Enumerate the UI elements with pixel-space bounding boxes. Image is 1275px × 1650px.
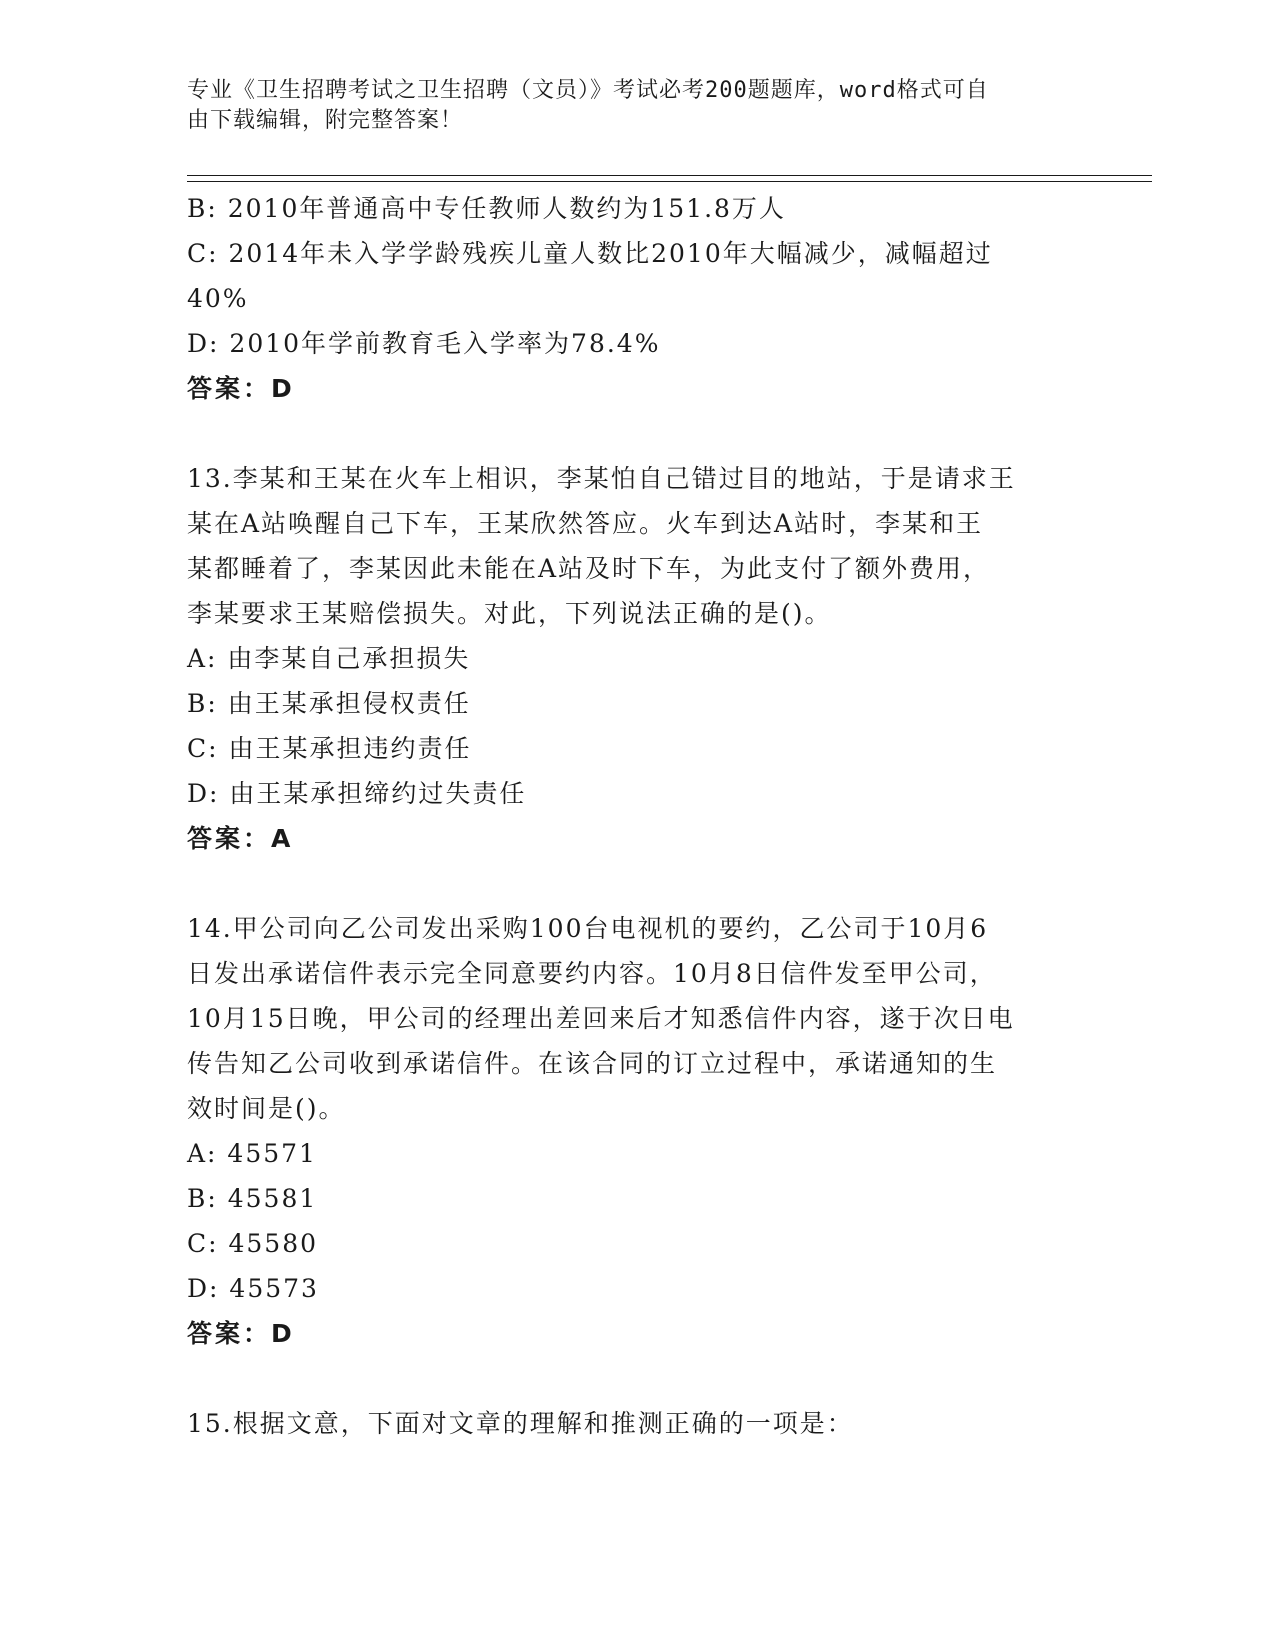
option-b: B: 由王某承担侵权责任 xyxy=(187,689,471,718)
question-stem: 效时间是()。 xyxy=(187,1094,346,1123)
answer-label: 答案：D xyxy=(187,1319,295,1348)
header-divider-bottom xyxy=(187,181,1152,182)
option-b: B: 2010年普通高中专任教师人数约为151.8万人 xyxy=(187,194,786,223)
document-header xyxy=(187,76,1067,136)
option-c: C: 45580 xyxy=(187,1229,319,1258)
question-stem: 李某要求王某赔偿损失。对此，下列说法正确的是()。 xyxy=(187,599,832,628)
question-stem: 日发出承诺信件表示完全同意要约内容。10月8日信件发至甲公司， xyxy=(187,959,997,988)
question-14 xyxy=(187,906,1087,1356)
option-c: C: 由王某承担违约责任 xyxy=(187,734,472,763)
option-a: A: 由李某自己承担损失 xyxy=(187,644,471,673)
option-c-continued: 40% xyxy=(187,284,249,313)
question-stem: 10月15日晚，甲公司的经理出差回来后才知悉信件内容，遂于次日电 xyxy=(187,1004,1015,1033)
question-stem: 某都睡着了，李某因此未能在A站及时下车，为此支付了额外费用， xyxy=(187,554,991,583)
question-stem: 14.甲公司向乙公司发出采购100台电视机的要约，乙公司于10月6 xyxy=(187,914,989,943)
header-line-1: 专业《卫生招聘考试之卫生招聘（文员）》考试必考200题题库，word格式可自 xyxy=(187,78,989,103)
question-15 xyxy=(187,1401,1087,1446)
document-body xyxy=(187,186,1087,1446)
header-line-2: 由下载编辑，附完整答案！ xyxy=(187,108,464,133)
option-a: A: 45571 xyxy=(187,1139,317,1168)
spacer xyxy=(187,861,1087,906)
answer-label: 答案：A xyxy=(187,824,294,853)
question-stem: 13.李某和王某在火车上相识，李某怕自己错过目的地站，于是请求王 xyxy=(187,464,1016,493)
answer-label: 答案：D xyxy=(187,374,295,403)
option-d: D: 由王某承担缔约过失责任 xyxy=(187,779,527,808)
spacer xyxy=(187,411,1087,456)
option-d: D: 45573 xyxy=(187,1274,319,1303)
header-divider-top xyxy=(187,175,1152,176)
question-stem: 某在A站唤醒自己下车，王某欣然答应。火车到达A站时，李某和王 xyxy=(187,509,984,538)
option-b: B: 45581 xyxy=(187,1184,318,1213)
previous-question-options xyxy=(187,186,1087,411)
option-c: C: 2014年未入学学龄残疾儿童人数比2010年大幅减少，减幅超过 xyxy=(187,239,993,268)
question-stem: 15.根据文意，下面对文章的理解和推测正确的一项是： xyxy=(187,1409,854,1438)
option-d: D: 2010年学前教育毛入学率为78.4% xyxy=(187,329,661,358)
question-13 xyxy=(187,456,1087,861)
spacer xyxy=(187,1356,1087,1401)
question-stem: 传告知乙公司收到承诺信件。在该合同的订立过程中，承诺通知的生 xyxy=(187,1049,998,1078)
